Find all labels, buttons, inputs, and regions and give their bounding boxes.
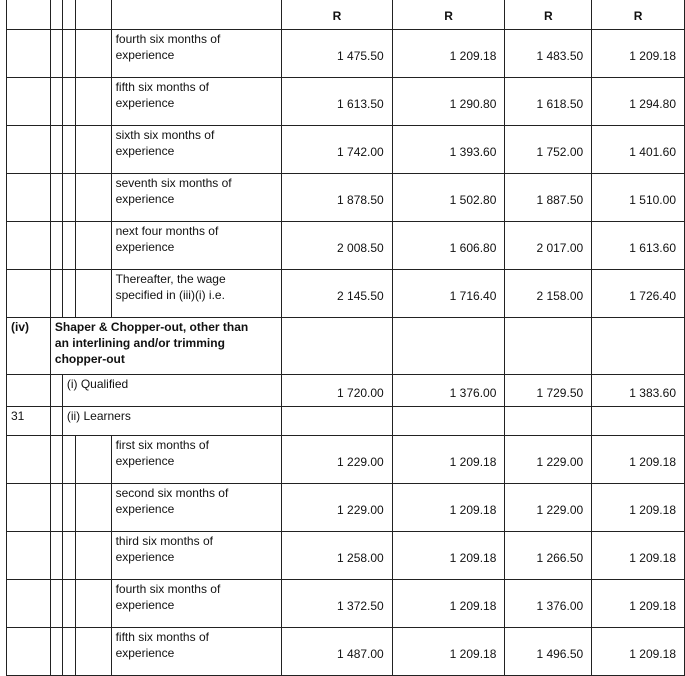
empty-cell <box>62 126 75 174</box>
wage-value: 1 606.80 <box>392 222 505 270</box>
empty-cell <box>75 436 111 484</box>
wage-value: 1 258.00 <box>282 532 393 580</box>
empty-cell <box>50 78 62 126</box>
wage-value: 1 887.50 <box>505 174 592 222</box>
experience-row <box>7 222 685 270</box>
experience-label-line: seventh six months of <box>115 176 232 190</box>
currency-cell: R <box>505 0 592 30</box>
wage-value: 1 716.40 <box>392 270 505 318</box>
wage-value: 1 209.18 <box>392 436 505 484</box>
experience-label-line: experience <box>115 646 175 660</box>
empty-cell <box>7 78 51 126</box>
empty-cell <box>50 30 62 78</box>
wage-value: 1 266.50 <box>505 532 592 580</box>
wage-value: 1 383.60 <box>592 375 685 407</box>
currency-cell: R <box>392 0 505 30</box>
experience-label-line: third six months of <box>115 534 213 548</box>
empty-cell <box>282 318 393 375</box>
empty-cell <box>282 407 393 436</box>
experience-row <box>7 174 685 222</box>
experience-label-line: experience <box>115 48 175 62</box>
empty-cell <box>62 580 75 628</box>
experience-label-line: experience <box>115 454 175 468</box>
wage-value: 1 376.00 <box>392 375 505 407</box>
section-header-row <box>7 318 685 375</box>
wage-value: 1 229.00 <box>282 484 393 532</box>
wage-table <box>6 0 685 676</box>
wage-value: 1 487.00 <box>282 628 393 676</box>
empty-cell <box>7 484 51 532</box>
empty-cell <box>75 222 111 270</box>
wage-value: 1 209.18 <box>592 628 685 676</box>
empty-cell <box>62 532 75 580</box>
wage-value: 1 209.18 <box>392 628 505 676</box>
section-title-line: chopper-out <box>54 352 125 366</box>
empty-cell <box>62 30 75 78</box>
experience-row <box>7 270 685 318</box>
experience-label-line: experience <box>115 144 175 158</box>
empty-cell <box>75 580 111 628</box>
empty-cell <box>62 78 75 126</box>
qualified-row <box>7 375 685 407</box>
experience-row <box>7 436 685 484</box>
wage-value: 2 008.50 <box>282 222 393 270</box>
wage-value: 1 209.18 <box>392 484 505 532</box>
experience-label-line: Thereafter, the wage <box>115 272 226 286</box>
empty-cell <box>7 222 51 270</box>
empty-cell <box>50 375 62 407</box>
wage-value: 2 145.50 <box>282 270 393 318</box>
experience-row <box>7 78 685 126</box>
wage-value: 1 483.50 <box>505 30 592 78</box>
section-number: (iv) <box>7 318 51 375</box>
empty-cell <box>505 407 592 436</box>
empty-cell <box>75 126 111 174</box>
wage-value: 1 502.80 <box>392 174 505 222</box>
empty-cell <box>50 222 62 270</box>
empty-cell <box>7 270 51 318</box>
wage-value: 1 401.60 <box>592 126 685 174</box>
wage-value: 1 209.18 <box>392 580 505 628</box>
currency-header-row <box>7 0 685 30</box>
experience-label-line: experience <box>115 240 175 254</box>
wage-value: 1 209.18 <box>592 532 685 580</box>
section-title-line: an interlining and/or trimming <box>54 336 225 350</box>
experience-label <box>111 174 281 222</box>
experience-label-line: specified in (iii)(i) i.e. <box>115 288 225 302</box>
empty-cell <box>62 436 75 484</box>
wage-value: 1 229.00 <box>505 484 592 532</box>
experience-label <box>111 580 281 628</box>
wage-value: 1 294.80 <box>592 78 685 126</box>
empty-cell <box>50 580 62 628</box>
wage-value: 1 742.00 <box>282 126 393 174</box>
experience-label <box>111 30 281 78</box>
wage-value: 1 878.50 <box>282 174 393 222</box>
experience-label <box>111 222 281 270</box>
experience-label-line: fifth six months of <box>115 630 209 644</box>
experience-label <box>111 532 281 580</box>
wage-value: 1 372.50 <box>282 580 393 628</box>
wage-value: 1 726.40 <box>592 270 685 318</box>
empty-cell <box>592 318 685 375</box>
empty-cell <box>7 436 51 484</box>
experience-label-line: next four months of <box>115 224 219 238</box>
wage-value: 1 496.50 <box>505 628 592 676</box>
wage-value: 1 209.18 <box>592 30 685 78</box>
wage-value: 1 613.60 <box>592 222 685 270</box>
empty-cell <box>75 30 111 78</box>
empty-cell <box>392 407 505 436</box>
currency-cell: R <box>282 0 393 30</box>
experience-label <box>111 436 281 484</box>
experience-row <box>7 30 685 78</box>
wage-value: 2 158.00 <box>505 270 592 318</box>
wage-value: 1 720.00 <box>282 375 393 407</box>
experience-row <box>7 126 685 174</box>
empty-cell <box>50 126 62 174</box>
empty-cell <box>7 30 51 78</box>
wage-value: 1 209.18 <box>392 30 505 78</box>
wage-value: 1 209.18 <box>592 580 685 628</box>
wage-value: 1 752.00 <box>505 126 592 174</box>
page-number: 31 <box>7 407 51 436</box>
currency-cell: R <box>592 0 685 30</box>
empty-cell <box>75 484 111 532</box>
wage-value: 1 209.18 <box>592 436 685 484</box>
empty-cell <box>50 532 62 580</box>
wage-value: 1 613.50 <box>282 78 393 126</box>
wage-value: 1 475.50 <box>282 30 393 78</box>
qualified-label: (i) Qualified <box>62 375 281 407</box>
wage-value: 1 729.50 <box>505 375 592 407</box>
empty-cell <box>505 318 592 375</box>
experience-row <box>7 532 685 580</box>
experience-label-line: experience <box>115 502 175 516</box>
experience-label-line: fourth six months of <box>115 32 221 46</box>
empty-cell <box>7 580 51 628</box>
experience-label-line: experience <box>115 96 175 110</box>
empty-cell <box>7 126 51 174</box>
learners-label: (ii) Learners <box>62 407 281 436</box>
experience-label-line: first six months of <box>115 438 209 452</box>
empty-cell <box>62 222 75 270</box>
experience-row <box>7 580 685 628</box>
empty-cell <box>7 174 51 222</box>
experience-label-line: sixth six months of <box>115 128 215 142</box>
wage-value: 1 209.18 <box>392 532 505 580</box>
empty-cell <box>62 174 75 222</box>
wage-value: 1 618.50 <box>505 78 592 126</box>
experience-label-line: fourth six months of <box>115 582 221 596</box>
empty-cell <box>50 270 62 318</box>
empty-cell <box>592 407 685 436</box>
empty-cell <box>75 532 111 580</box>
wage-value: 1 209.18 <box>592 484 685 532</box>
section-title <box>50 318 281 375</box>
experience-label-line: experience <box>115 550 175 564</box>
empty-cell <box>75 174 111 222</box>
wage-value: 1 376.00 <box>505 580 592 628</box>
empty-cell <box>75 270 111 318</box>
empty-cell <box>50 407 62 436</box>
empty-cell <box>392 318 505 375</box>
experience-label-line: experience <box>115 598 175 612</box>
empty-cell <box>50 436 62 484</box>
wage-value: 1 290.80 <box>392 78 505 126</box>
wage-value: 1 229.00 <box>505 436 592 484</box>
learners-row <box>7 407 685 436</box>
empty-cell <box>75 78 111 126</box>
empty-cell <box>50 484 62 532</box>
empty-cell <box>7 532 51 580</box>
empty-cell <box>7 375 51 407</box>
experience-label <box>111 270 281 318</box>
empty-cell <box>50 174 62 222</box>
empty-cell <box>62 270 75 318</box>
experience-label <box>111 484 281 532</box>
experience-label-line: experience <box>115 192 175 206</box>
experience-label-line: second six months of <box>115 486 229 500</box>
experience-label-line: fifth six months of <box>115 80 209 94</box>
empty-cell <box>62 484 75 532</box>
section-title-line: Shaper & Chopper-out, other than <box>54 320 249 334</box>
experience-label <box>111 78 281 126</box>
wage-value: 1 510.00 <box>592 174 685 222</box>
experience-label <box>111 126 281 174</box>
wage-value: 2 017.00 <box>505 222 592 270</box>
experience-row <box>7 484 685 532</box>
wage-value: 1 393.60 <box>392 126 505 174</box>
wage-value: 1 229.00 <box>282 436 393 484</box>
